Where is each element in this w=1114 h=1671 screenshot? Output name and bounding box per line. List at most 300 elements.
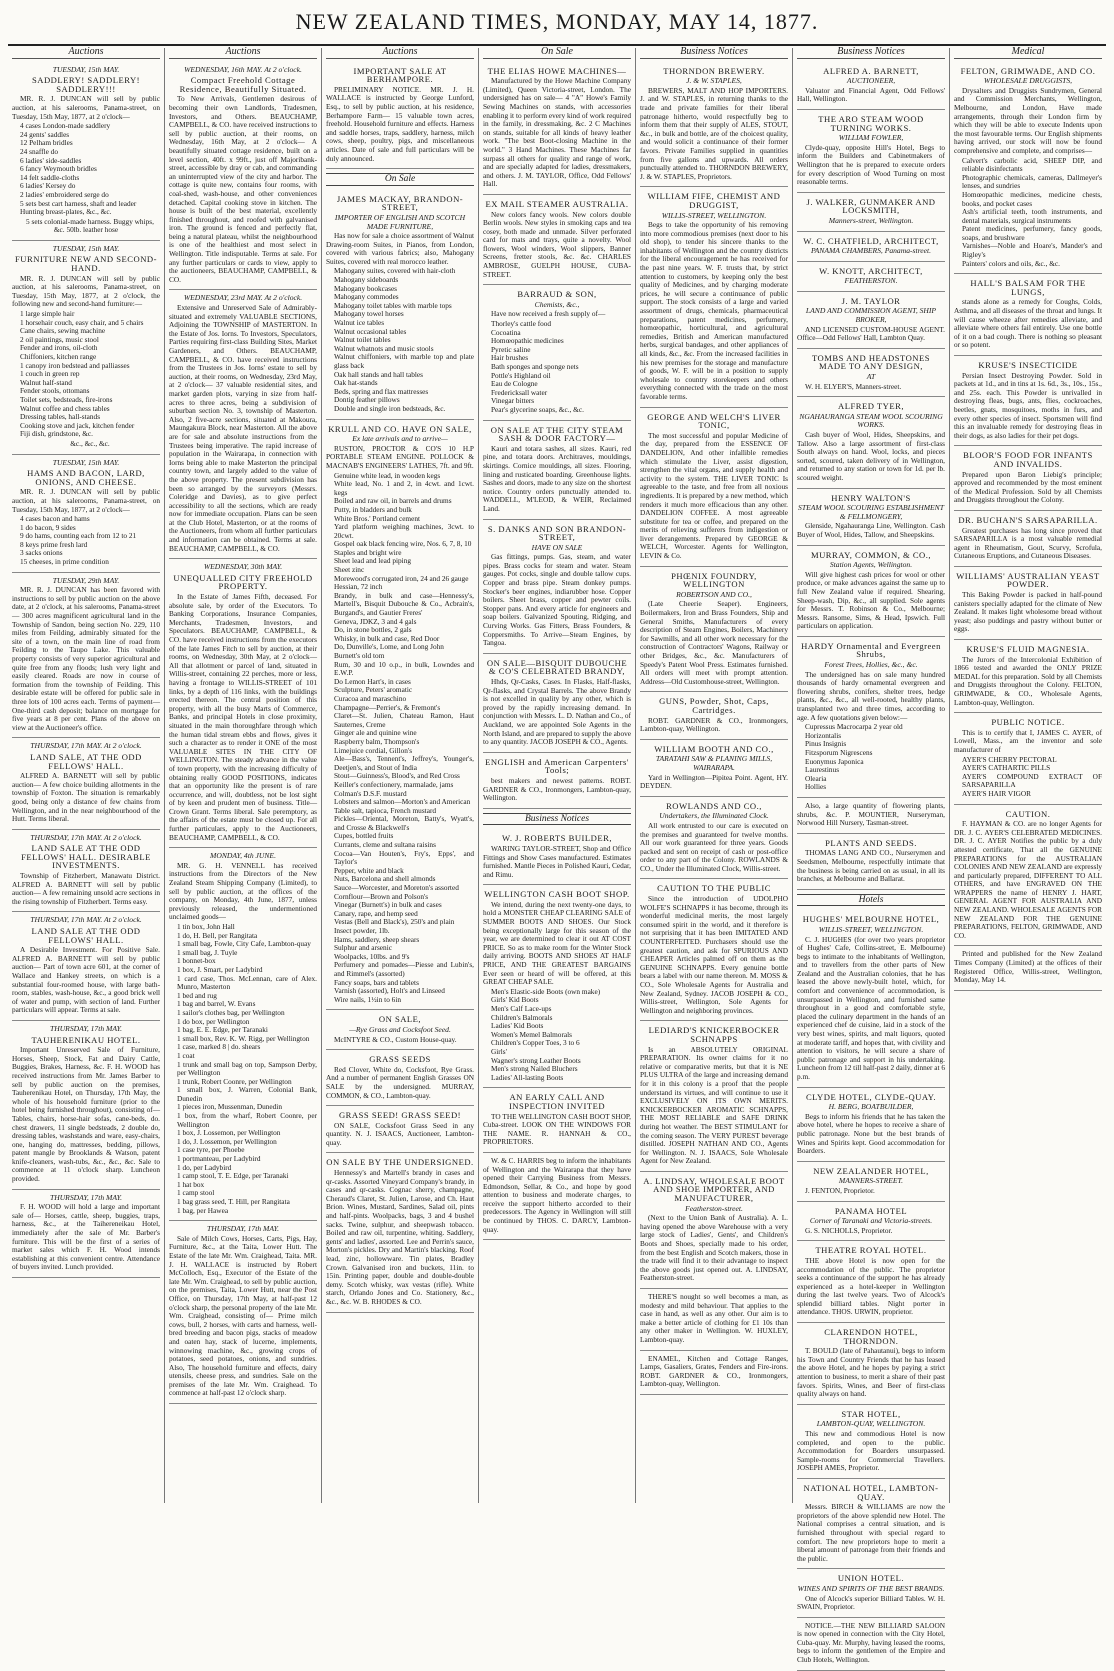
ad-item: 24 snaffle do bbox=[20, 146, 58, 156]
ad-body: PRELIMINARY NOTICE. MR. J. H. WALLACE is instructed by George Lunford, Esq., to sell by public auction, at his residence, Berhampore Farm— 15 valuable town acres, freehold. Household furniture and effects. Harness and saddle horses, traps, saddlery, harness, milch cows, sheep, poultry, pigs, and miscellaneous articles. Date of sale and full particulars will be duly announced. bbox=[326, 84, 474, 163]
ad-item: 1 small box, Rev. K. W. Rigg, per Wellington bbox=[177, 1033, 310, 1043]
ad-item: 1 do, J. Lossemon, per Wellington bbox=[177, 1136, 277, 1146]
ad-item: Hair brushes bbox=[491, 353, 529, 363]
ad-item: 1 canopy iron bedstead and palliasses bbox=[20, 360, 130, 370]
ad-item: 1 couch in green rep bbox=[20, 369, 80, 379]
advertisement bbox=[12, 573, 160, 739]
ad-body: Cash buyer of Wool, Hides, Sheepskins, and Tallow. Also a large assortment of first-class South always on hand. Wool, locks, and pieces sorted, scoured, taken delivery of in Wellington, and returned to any station or town for 1d. per lb. scoured weight. bbox=[797, 430, 945, 482]
ad-date: TUESDAY, 15th MAY. bbox=[52, 64, 120, 74]
column-heading: Auctions bbox=[326, 48, 474, 59]
ad-item: Geneva, JDKZ, 3 and 4 gals bbox=[334, 616, 417, 626]
ad-subtitle: Manners-street, Wellington. bbox=[828, 215, 914, 225]
ad-body: The undersigned has on sale many hundred thousands of hardy ornamental evergreen and flowering shrubs, conifers, shelter trees, hedge plants, &c., &c., all well-rooted, healthy plants, transplanted two and three times, according to age. A few quotations given below:— bbox=[797, 669, 945, 722]
ad-subtitle: FEATHERSTON. bbox=[844, 276, 898, 286]
advertisement bbox=[483, 62, 631, 195]
ad-item: Pinus Insignis bbox=[805, 739, 847, 749]
ad-body: MR. R. J. DUNCAN has been favored with instructions to sell by public auction on the above date, at 2 o'clock, at his salerooms, Panama-street— 300 acres magnificent agricultural land in the Township of Sandon, being section No. 229, 110 miles from Feilding, admirably situated for the site of a town, on the main line of road from Feilding to the Taupo Lake. This valuable property consists of very superior agricultural and quite free from any floods; lush very light and easily cleared. Roads are now in course of formation from the township of Feilding. This desirable estate will be offered for public sale in three lots of 100 acres each. Terms of payment—One-third cash deposit; balance on mortgage for five years at 8 per cent. Plans of the above on view at the Auctioneer's office. bbox=[12, 585, 160, 732]
ad-date: TUESDAY, 15th MAY. bbox=[52, 243, 120, 253]
column-heading: Business Notices bbox=[640, 48, 788, 59]
ad-subtitle: —Rye Grass and Cocksfoot Seed. bbox=[349, 1024, 451, 1034]
ad-title: THEATRE ROYAL HOTEL. bbox=[815, 1245, 927, 1256]
ad-body: Clyde-quay, opposite Hill's Hotel, Begs to inform the Builders and Cabinetmakers of Wellington that he is prepared to execute orders for every description of Wood Turning on most reasonable terms. bbox=[797, 142, 945, 187]
advertisement bbox=[640, 1289, 788, 1351]
ad-item: Dressing tables, hall-stands bbox=[20, 412, 101, 422]
ad-item: Raspberry balm, Thompson's bbox=[334, 736, 420, 746]
ad-item-list bbox=[962, 157, 1102, 269]
ad-item: Fredericksall water bbox=[491, 387, 548, 397]
ad-item: Fender stools, ottomans bbox=[20, 386, 90, 396]
advertisement bbox=[326, 1153, 474, 1312]
ad-body: W. H. ELYER'S, Manners-street. bbox=[805, 381, 902, 391]
ad-item: 1 case, marked 8 | do. shears bbox=[177, 1042, 261, 1052]
ad-item: Mahogany toilet tables with marble tops bbox=[334, 300, 452, 310]
ad-item: Ladies' Kid Boots bbox=[491, 1021, 544, 1031]
ad-title: LAND SALE AT THE ODD FELLOWS' HALL. DESIRABLE INVESTMENTS. bbox=[21, 843, 151, 871]
ad-item: Girls' Kid Boots bbox=[491, 995, 539, 1005]
ad-title: WILLIAMS' AUSTRALIAN YEAST POWDER. bbox=[956, 570, 1100, 590]
advertisement bbox=[483, 195, 631, 285]
advertisement bbox=[483, 520, 631, 654]
ad-title: GUNS, Powder, Shot, Caps, Cartridges. bbox=[659, 696, 769, 715]
ad-body: Persian Insect Destroying Powder. Sold in packets at 1d., and in tins at 1s. 6d., 3s., 10s., 15s., and 25s. each. This Powder is unrivalled in destroying fleas, bugs, ants, flies, cockroaches, beetles, gnats, mosquitoes, moths in furs, and every other species of insect. Sportsmen will find this an invaluable remedy for destroying fleas in their dogs, as also ladies for their pet dogs. bbox=[954, 370, 1102, 440]
ad-item: Morewood's corrugated iron, 24 and 26 gauge bbox=[334, 573, 469, 583]
ad-title: ON SALE AT THE CITY STEAM SASH & DOOR FACTORY— bbox=[490, 424, 624, 444]
ad-item: Ash's artificial teeth, tooth instruments, and dental materials, surgical instruments bbox=[962, 207, 1102, 225]
ad-subtitle: LAND AND COMMISSION AGENT, SHIP BROKER, bbox=[805, 306, 937, 325]
advertisement bbox=[954, 446, 1102, 511]
ad-body: Hhds, Qr-Casks, Cases. In Flasks, Half-flasks, Qr-flasks, and Crystal Barrels. The above Brandy is not excelled in quality by any other, which is proved by the rapidly increasing demand. In conjunction with Messrs. L. D. Nathan and Co., of Auckland, we are appointed Sole Agents in the North Island, and are prepared to supply the above to any quantity. JACOB JOSEPH & CO., Agents. bbox=[483, 677, 631, 747]
advertisement bbox=[797, 1405, 945, 1479]
ad-item: Cornflour—Brown and Polson's bbox=[334, 891, 429, 901]
ad-item: Sheet lead and lead piping bbox=[334, 556, 411, 566]
ad-item: Mahogany towel horses bbox=[334, 309, 404, 319]
column-6 bbox=[793, 46, 950, 1665]
ad-item-list bbox=[334, 267, 474, 413]
ad-item: White Bros.' Portland cement bbox=[334, 513, 421, 523]
ad-body: This is to certify that I, JAMES C. AYER, of Lowell, Mass., am the inventor and sole manufacturer of bbox=[954, 727, 1102, 754]
ad-item: Lobsters and salmon—Morton's and American bbox=[334, 797, 471, 807]
advertisement bbox=[797, 1618, 945, 1671]
ad-title: UNEQUALLED CITY FREEHOLD PROPERTY. bbox=[173, 572, 313, 592]
ad-item: 8 keys prime fresh lard bbox=[20, 539, 88, 549]
ad-title: TOMBS AND HEADSTONES MADE TO ANY DESIGN, bbox=[811, 352, 931, 372]
advertisement bbox=[954, 713, 1102, 804]
ad-item: Girls' bbox=[491, 1046, 507, 1056]
ad-title: KRUSE'S FLUID MAGNESIA. bbox=[966, 644, 1090, 655]
ad-item: AYER'S HAIR VIGOR bbox=[962, 788, 1032, 798]
ad-item: 1 bag, E. E. Edge, per Taranaki bbox=[177, 1025, 268, 1035]
ad-item: Perfumery and pomades—Piesse and Lubin's, and Rimmel's (assorted) bbox=[334, 960, 474, 978]
ad-item: Painters' colors and oils, &c., &c. bbox=[962, 258, 1060, 268]
ad-body: Is an ABSOLUTELY ORIGINAL PREPARATION. Its owner claims for it no relative or comparative merits, but that it is NE PLUS ULTRA of the large and increasing demand for it in this colony is a proof that the people understand its virtues, and will continue to use it EXCLUSIVELY ON ITS OWN MERITS. KNICKERBOCKER AROMATIC SCHNAPPS, THE MOST RELIABLE and SAFE DRINK during hot weather. The BEST STIMULANT for the coming season. The VERY PUREST beverage distilled. JOSEPH NATHAN AND CO., Agents for Wellington. N. J. ISAACS, Sole Wholesale Agent for New Zealand. bbox=[640, 1044, 788, 1166]
ad-item: Pottle's Highland oil bbox=[491, 370, 551, 380]
ad-footer: 5 sets colonial-made harness. Buggy whips, &c. 50lb. leather hose bbox=[26, 216, 154, 235]
ad-body: ON SALE, Cocksfoot Grass Seed in any quantity. N. J. ISAACS, Auctioneer, Lambton-quay. bbox=[326, 1120, 474, 1147]
ad-title: PANAMA HOTEL bbox=[834, 1205, 908, 1216]
ad-item: Stout—Guinness's, Blood's, and Red Cross bbox=[334, 771, 460, 781]
advertisement bbox=[954, 946, 1102, 990]
ad-item: Homœopathic medicines, medicine chests, books, and pocket cases bbox=[962, 189, 1102, 208]
ad-body: Glenside, Ngahauranga Line, Wellington. Cash Buyer of Wool, Hides, Tallow, and Sheepskins. bbox=[797, 521, 945, 539]
ad-item: Champagne—Perrier's, & Fremont's bbox=[334, 702, 441, 712]
advertisement bbox=[954, 805, 1102, 947]
advertisement bbox=[797, 910, 945, 1087]
advertisement bbox=[326, 62, 474, 170]
advertisement bbox=[797, 1162, 945, 1202]
ad-item: Ale—Bass's, Tennent's, Jeffrey's, Younger's, Deetjen's, and Stout of India bbox=[334, 754, 474, 772]
ad-title: A. LINDSAY, WHOLESALE BOOT AND SHOE IMPORTER, AND MANUFACTURER, bbox=[643, 1175, 785, 1204]
advertisement bbox=[326, 1050, 474, 1106]
ad-subtitle: Corner of Taranaki and Victoria-streets. bbox=[809, 1216, 933, 1226]
ad-item: Table salt, tapioca, French mustard bbox=[334, 805, 437, 815]
ad-title: CAUTION TO THE PUBLIC bbox=[657, 883, 771, 894]
ad-item: Whisky, in bulk and case, Red Door bbox=[334, 633, 440, 643]
advertisement bbox=[12, 1021, 160, 1190]
ad-item: 6 ladies' side-saddles bbox=[20, 155, 82, 165]
advertisement bbox=[640, 1021, 788, 1172]
ad-subtitle: AUCTIONEER, bbox=[846, 76, 896, 86]
ad-item: 1 do, per Ladybird bbox=[177, 1162, 232, 1172]
ad-body: F. H. WOOD will hold a large and important sale of— Horses, cattle, sheep, buggies, traps, harness, &c., at the Taihereneikau Hotel, immediately after the sale of Mr. Barber's furniture. This will be the first of a series of market sales which F. H. Wood intends establishing at this convenient centre. Attendance of buyers invited. Lunch provided. bbox=[12, 1202, 160, 1272]
ad-subtitle: PANAMA CHAMBERS, Panama-street. bbox=[810, 246, 932, 256]
ad-item: 1 bag and barrel, W. Evans bbox=[177, 999, 256, 1009]
ad-item: Mahogany suites, covered with hair-cloth bbox=[334, 266, 456, 276]
ad-item: Limejuice cordial, Gillon's bbox=[334, 745, 413, 755]
ad-title: EX MAIL STEAMER AUSTRALIA. bbox=[485, 198, 629, 209]
ad-subtitle: AT bbox=[866, 372, 876, 382]
ad-title: S. DANKS AND SON BRANDON-STREET, bbox=[487, 523, 627, 543]
ad-title: Compact Freehold Cottage Residence, Beautifully Situated. bbox=[179, 75, 307, 94]
ad-item: Calvert's carbolic acid, SHEEP DIP, and reliable disinfectants bbox=[962, 155, 1102, 174]
ad-subtitle: Chemists, &c., bbox=[534, 299, 580, 309]
advertisement bbox=[483, 285, 631, 420]
ad-item: 6 ladies' Kersey do bbox=[20, 181, 76, 191]
ad-item: Do, in stone bottles, 2 gals bbox=[334, 625, 412, 635]
ad-body: Messrs. BIRCH & WILLIAMS are now the proprietors of the above splendid new Hotel. The National comprises a central situation, and is furnished throughout with special regard to comfort. The new proprietors hope to merit a liberal amount of patronage from their friends and the public. bbox=[797, 1502, 945, 1563]
advertisement bbox=[169, 559, 317, 848]
ad-body: The most successful and popular Medicine of the day, prepared from the ESSENCE OF DANDELION, And other infallible remedies which stimulate the Liver, assist digestion, strengthen the vital organs, and supply health and activity to the system. THE LIVER TONIC Is agreeable to the taste, and free from all noxious ingredients. It is prepared by a new method, which renders it much more efficacious than any other. DANDELION COFFEE. A most agreeable substitute for tea or coffee, and prepared on the merits of relieving sufferers from indigestion or liver derangements. Prepared by GEORGE & WELCH, Worcester. Agents for Wellington, LEVIN & Co. bbox=[640, 430, 788, 561]
ad-title: GEORGE AND WELCH'S LIVER TONIC, bbox=[647, 411, 781, 431]
ad-title: ON SALE BY THE UNDERSIGNED. bbox=[326, 1157, 474, 1168]
ad-date: WEDNESDAY, 16th MAY. At 2 o'clock. bbox=[184, 64, 302, 74]
ad-item: Mahogany sideboards bbox=[334, 275, 399, 285]
ad-body: stands alone as a remedy for Coughs, Colds, Asthma, and all diseases of the throat and lungs. It will cause wheeze after remedies alleviate, and alleviate where others fail entirely. Use one bottle of it on a bad cough. There is nothing so pleasant or so potent. bbox=[954, 297, 1102, 350]
advertisement bbox=[169, 290, 317, 559]
ad-item: Walnut coffee and chess tables bbox=[20, 403, 110, 413]
ad-title: ALFRED TYER, bbox=[837, 401, 904, 412]
ad-title: W. C. CHATFIELD, ARCHITECT, bbox=[803, 235, 939, 246]
ad-item: Boiled and raw oil, in barrels and drums bbox=[334, 496, 452, 506]
ad-title: SADDLERY! SADDLERY! SADDLERY!!! bbox=[31, 75, 141, 94]
advertisement bbox=[640, 1172, 788, 1289]
advertisement bbox=[640, 567, 788, 693]
ad-body: MR. R. J. DUNCAN will sell by public auction, at his salerooms, Panama-street, on Tuesday, 15th May, 1877, at 2 o'clock— bbox=[12, 487, 160, 514]
ad-item: AYER'S COMPOUND EXTRACT OF SARSAPARILLA bbox=[962, 771, 1102, 790]
ad-item: 1 small bag, Fowle, City Cafe, Lambton-quay bbox=[177, 939, 311, 949]
ad-date: WEDNESDAY, 23rd MAY. At 2 o'clock. bbox=[183, 293, 303, 303]
advertisement bbox=[640, 187, 788, 407]
ad-item: Brandy, in bulk and case—Hennessy's, Martell's, Bisquit Dubouche & Co., Acbrain's, Burgand's, and Gautier Freres' bbox=[334, 590, 474, 618]
ad-body: Red Clover, White do, Cocksfoot, Rye Grass. And a number of permanent English Grasses ON SALE by the undersigned. MURRAY, COMMON, & CO., Lambton-quay. bbox=[326, 1064, 474, 1100]
ad-item: Cane chairs, sewing machine bbox=[20, 326, 106, 336]
ad-body: ROBT. GARDNER & CO., Ironmongers, Lambton-quay, Wellington. bbox=[640, 715, 788, 734]
ad-item: Vinegar bitters bbox=[491, 396, 535, 406]
advertisement bbox=[640, 408, 788, 567]
ad-item: Cupes, bottled fruits bbox=[334, 831, 394, 841]
ad-item: Nuts, Barcelona and shell almonds bbox=[334, 874, 436, 884]
ad-item: Varnish (assorted), Holt's and Linseed bbox=[334, 986, 445, 996]
column-4 bbox=[479, 48, 636, 1503]
ad-body: (Next to the Union Bank of Australia). A. L. having opened the above Warehouse with a very large stock of Ladies', Gents', and Children's Boots and Shoes, specially made to his order, from the best English and Scotch makers, those in the trade will find it to their advantage to inspect the above goods just opened out. A. LINDSAY, Featherston-street. bbox=[640, 1213, 788, 1283]
ad-title: LAND SALE AT THE ODD FELLOWS' HALL. bbox=[31, 926, 141, 945]
ad-body: Sale of Milch Cows, Horses, Carts, Pigs, Hay, Furniture, &c., at the Taita, Lower Hutt. The Estate of the late Mr. Wm. Craighead, Taita. MR. J. H. WALLACE is instructed by Robert McColloch, Esq., Executor of the Estate of the late Mr. Wm. Craighead, to sell by public auction, on the premises, Taita, Lower Hutt, near the Post Office, on Thursday, 17th May, at half-past 12 o'clock sharp, the personal property of the late Mr. Wm. Craighead, consisting of— Prime milch cows, bull, 2 horses, with carts and harness, well-bred breeding and bacon pigs, stacks of meadow and oaten hay, stack of lucerne, implements, winnowing machine, &c., growing crops of potatoes, seed potatoes, onions, and sundries. Also, The household furniture and effects, dairy utensils, cheese press, and sundries. Sale on the premises of the late Mr. Wm. Craighead. To commence at half-past 12 o'clock sharp. bbox=[169, 1233, 317, 1398]
ad-item: Gospel oak black fencing wire, Nos. 6, 7, 8, 10 bbox=[334, 539, 472, 549]
advertisement bbox=[640, 740, 788, 797]
ad-title: HENRY WALTON'S bbox=[831, 492, 911, 503]
ad-item: Pepper, white and black bbox=[334, 865, 404, 875]
ad-subtitle: Ex late arrivals and to arrive— bbox=[352, 434, 448, 444]
ad-item: Curacoa and maraschino bbox=[334, 693, 407, 703]
ad-body: Drysalters and Druggists Sundrymen, General and Commission Merchants, Wellington, Melbourne, and London, Have made arrangements, through their London firm by which they will be able to execute Indents upon the most favourable terms. Our English shipments having arrived, our stock will now be found comprehensive and complete, and comprises— bbox=[954, 85, 1102, 155]
ad-title: THE ARO STEAM WOOD TURNING WORKS. bbox=[818, 113, 924, 133]
ad-item: Walnut occasional tables bbox=[334, 326, 407, 336]
ad-item: Burnett's old tom bbox=[334, 651, 385, 660]
ad-item-list bbox=[334, 472, 474, 1005]
ad-body: Has now for sale a choice assortment of Walnut Drawing-room Suites, in Pianos, from London, covered with various fabrics; also, Mahogany Suites, covered with real morocco leather. bbox=[326, 231, 474, 266]
advertisement bbox=[640, 879, 788, 1021]
advertisement bbox=[12, 241, 160, 455]
advertisement bbox=[954, 62, 1102, 275]
ad-title: ON SALE, bbox=[378, 1014, 422, 1025]
ad-subtitle: WILLIS-STREET, WELLINGTON. bbox=[661, 210, 767, 220]
ad-item: Do Lemon Hart's, in cases bbox=[334, 676, 411, 686]
column-1 bbox=[8, 48, 165, 1503]
advertisement bbox=[797, 1088, 945, 1162]
ad-item: Hollies bbox=[805, 782, 827, 792]
advertisement bbox=[326, 1010, 474, 1050]
ad-item: 14 felt saddle-cloths bbox=[20, 172, 80, 182]
ad-item: 1 portmanteau, per Ladybird bbox=[177, 1154, 261, 1164]
ad-item: 12 Pelham bridles bbox=[20, 138, 73, 148]
advertisement bbox=[326, 1106, 474, 1153]
ad-item: Cooking stove and jack, kitchen fender bbox=[20, 420, 135, 430]
advertisement bbox=[483, 421, 631, 520]
ad-title: BLOOR'S FOOD FOR INFANTS AND INVALIDS. bbox=[963, 450, 1093, 469]
ad-item: Homœopathic medicines bbox=[491, 336, 564, 346]
ad-item: Ladies' All-lasting Boots bbox=[491, 1072, 564, 1082]
ad-body: (Late Cheerie Seaper). Engineers, Boilermakers, Iron and Brass Founders, Ship and General Smiths, Manufacturers of every description of Steam Engines, Boilers, Machinery for Sawmills, and all other work necessary for the construction of Contractors' Wagons, Railway or other Bridges, &c., &c. Manufacturers of Speedy's Patent Wool Press. Estimates furnished. All orders will meet with prompt attention. Address—Old Customhouse-street, Wellington. bbox=[640, 599, 788, 686]
ad-body: Yard in Wellington—Pipitea Point. Agent, HY. DEYDEN. bbox=[640, 772, 788, 791]
ad-subtitle: Featherston-street. bbox=[685, 1203, 743, 1213]
ad-item: 1 sailor's clothes bag, per Wellington bbox=[177, 1007, 285, 1017]
advertisement bbox=[326, 420, 474, 1011]
ad-body: All work entrusted to our care is executed on the premises and guaranteed for twelve months. All our work guaranteed for three years. Goods packed and sent on receipt of cash or post-office order to any part of the Colony. ROWLANDS & CO., Under the Illuminated Clock, Willis-street. bbox=[640, 820, 788, 873]
ad-item: Cupressus Macrocarpa 2 year old bbox=[805, 722, 903, 732]
ad-item: 1 trunk and small bag on top, Sampson Derby, per Wellington bbox=[177, 1059, 317, 1078]
ad-subtitle: LAMBTON-QUAY, WELLINGTON. bbox=[816, 1419, 926, 1429]
ad-item-list bbox=[491, 320, 631, 415]
section-heading-business: Business Notices bbox=[483, 813, 631, 826]
ad-item: Vinegar (Burnett's) in bulk and cases bbox=[334, 900, 442, 910]
advertisement bbox=[640, 692, 788, 739]
ad-item: 1 bag, per Hawea bbox=[177, 1205, 229, 1215]
ad-title: DR. BUCHAN'S SARSAPARILLA. bbox=[958, 514, 1098, 525]
ad-item: Varnishes—Noble and Hoare's, Mander's and Rigley's bbox=[962, 241, 1102, 260]
advertisement bbox=[797, 397, 945, 488]
ad-subtitle: STEAM WOOL SCOURING ESTABLISHMENT & FELLMONGERY, bbox=[798, 503, 944, 521]
ad-title: LEDIARD'S KNICKERBOCKER SCHNAPPS bbox=[648, 1025, 780, 1044]
column-2 bbox=[165, 48, 322, 1503]
column-heading: Medical bbox=[954, 48, 1102, 59]
ad-item: Canary, rape, and hemp seed bbox=[334, 908, 418, 918]
advertisement bbox=[797, 110, 945, 193]
ad-item: Wire nails, 1½in to 6in bbox=[334, 994, 401, 1004]
ad-item: 1 horsehair couch, easy chair, and 5 chairs bbox=[20, 317, 144, 327]
ad-body: Prepared upon Baron Liebig's principle; approved and recommended by the most eminent of the Medical Profession. Sold by all Chemists and Druggists throughout the Colony. bbox=[954, 469, 1102, 505]
ad-title: FELTON, GRIMWADE, AND CO. bbox=[960, 65, 1096, 76]
ad-item: Pear's glycerine soaps, &c., &c. bbox=[491, 404, 584, 414]
ad-body: MR. G. H. VENNELL has received instructions from the Directors of the New Zealand Steam Shipping Company (Limited), to sell by public auction, at the offices of the company, on Monday, 4th June, 1877, unless previously released, the undermentioned unclaimed goods— bbox=[169, 860, 317, 922]
ad-item: 1 card case, Thos. McLennan, care of Alex. Munro, Masterton bbox=[177, 973, 317, 992]
ad-body: Will give highest cash prices for wool or other produce, or make advances against the same up to full New Zealand value if required. Shearing, Sheep-wash, Dip, &c., all supplied. Sole agents for Messrs. T. Robinson & Co., Melbourne; Messrs. Ransome, Sims, & Head, Ipswich. Full particulars on application. bbox=[797, 569, 945, 631]
ad-item: Bath sponges and sponge nets bbox=[491, 362, 579, 371]
ad-item: AYER'S CATHARTIC PILLS bbox=[962, 763, 1051, 773]
column-heading: Auctions bbox=[169, 48, 317, 59]
ad-body: Greatest purchases has long since proved that SARSAPARILLA is a most valuable remedial agent in Rheumatism, Gout, Scurvy, Scrofula, Cutaneous Eruptions, and Cutaneous Diseases. bbox=[954, 525, 1102, 561]
advertisement bbox=[797, 834, 945, 890]
ad-item: Insect powder, 1lb. bbox=[334, 926, 390, 935]
advertisement bbox=[169, 1221, 317, 1404]
ad-item: Mahogany bookcases bbox=[334, 283, 398, 293]
ad-item: Children's Balmorals bbox=[491, 1012, 553, 1022]
ad-item: 1 box, J. Smart, per Ladybird bbox=[177, 964, 263, 974]
ad-item: 2 ladies' embroidered serge do bbox=[20, 189, 109, 199]
ad-title: WILLIAM FIFE, CHEMIST AND DRUGGIST, bbox=[647, 191, 781, 210]
ad-body: F. HAYMAN & CO. are no longer Agents for DR. J. C. AYER'S CELEBRATED MEDICINES. DR. J. C. AYER Notifies the public by a duly attested certificate, That all the GENUINE PREPARATIONS for the AUSTRALIAN COLONIES AND NEW ZEALAND are expressly and particularly prepared, DIFFERENT TO ALL OTHERS, and have ENGRAVED ON THE WRAPPERS the name of HENRY J. HART, GENERAL AGENT FOR AUSTRALIA AND NEW ZEALAND. WHOLESALE AGENTS FOR NEW ZEALAND FOR THE GENUINE PREPARATIONS, FELTON, GRIMWADE, AND CO. bbox=[954, 819, 1103, 940]
advertisement bbox=[797, 232, 945, 262]
ad-body: AND LICENSED CUSTOM-HOUSE AGENT. Office—Odd Fellows' Hall, Lambton Quay. bbox=[797, 324, 945, 343]
ad-item: Hessian, 72 inch bbox=[334, 582, 383, 592]
ad-body: Printed and published for the New Zealand Times Company (Limited) at the offices of their Registered Office, Willis-street, Wellington, Monday, May 14. bbox=[954, 949, 1102, 985]
ad-date: THURSDAY, 17th MAY. At 2 o'clock. bbox=[30, 741, 142, 751]
ad-item: Rum, 30 and 10 o.p., in bulk, Lowndes and E.W.P. bbox=[334, 659, 474, 678]
ad-item: Walnut ice tables bbox=[334, 318, 385, 328]
masthead bbox=[0, 0, 1114, 44]
ad-subtitle: IMPORTER OF ENGLISH AND SCOTCH MADE FURNITURE, bbox=[334, 212, 466, 231]
ad-item: Mahogany commodes bbox=[334, 292, 399, 302]
newspaper-title: NEW ZEALAND TIMES, MONDAY, MAY 14, 1877. bbox=[295, 9, 819, 34]
ad-item: 2 oil paintings, music stool bbox=[20, 334, 99, 344]
ad-title: LAND SALE, AT THE ODD FELLOWS' HALL. bbox=[30, 751, 142, 771]
ad-item: Children's Copper Toes, 3 to 6 bbox=[491, 1038, 580, 1048]
ad-body: ALFRED A. BARNETT will sell by public auction— A few choice building allotments in the township of Foxton. The situation is remarkably good, being only a distance of few chains from Wellington, and in the near neighbourhood of the Hutt. Terms liberal. bbox=[12, 771, 160, 824]
section-heading-onsale: On Sale bbox=[326, 173, 474, 186]
ad-body: The Jurors of the Intercolonial Exhibition of 1866 tested and awarded the ONLY PRIZE MEDAL for this preparation. Sold by all Chemists and Druggists throughout the Colony. FELTON, GRIMWADE, & CO., Wholesale Agents, Lambton-quay, Wellington. bbox=[954, 654, 1102, 707]
ad-subtitle: J. & W. STAPLES, bbox=[686, 76, 742, 86]
ad-body: MR. R. J. DUNCAN will sell by public auction, at his salerooms, Panama-street, on Tuesday, 15th May, 1877, at 2 o'clock, the following new and second-hand furniture:— bbox=[12, 273, 160, 309]
ad-item: Keiller's confectionery, marmalade, jams bbox=[334, 779, 454, 789]
ad-item: White lead, No. 1 and 2, in 4cwt. and 1cwt. kegs bbox=[334, 479, 474, 497]
advertisement bbox=[483, 1153, 631, 1240]
ad-title: MURRAY, COMMON, & CO., bbox=[810, 549, 932, 560]
ad-body: This new and commodious Hotel is now completed, and open to the public. Accommodation for Boarders unsurpassed. Sample-rooms for Commercial Travellers. JOSEPH AMES, Proprietor. bbox=[797, 1429, 945, 1473]
ad-item: Ginger ale and quinine wine bbox=[334, 728, 417, 738]
ad-title: KRULL AND CO. HAVE ON SALE, bbox=[328, 423, 472, 434]
ad-date: WEDNESDAY, 30th MAY. bbox=[203, 562, 283, 572]
ad-title: PUBLIC NOTICE. bbox=[991, 717, 1065, 728]
ad-body: best makers and newest patterns. ROBT. GARDNER & CO., Ironmongers, Lambton-quay, Wellington. bbox=[483, 775, 631, 803]
ad-item: Women's Memel Balmorals bbox=[491, 1029, 572, 1039]
ad-item: 1 coat bbox=[177, 1050, 195, 1060]
advertisement bbox=[954, 511, 1102, 567]
advertisement bbox=[797, 489, 945, 546]
ad-subtitle: Undertakers, the Illuminated Clock. bbox=[659, 811, 769, 821]
ad-body: THE above Hotel is now open for the accommodation of the public. The proprietor seeks a continuance of the support he has already experienced as a hotel-keeper in Wellington during the last twelve years. Two of Alcock's splendid billiard tables. Night porter in attendance. THOS. URWIN, proprietor. bbox=[797, 1255, 945, 1317]
advertisement bbox=[797, 1569, 945, 1617]
advertisement bbox=[797, 262, 945, 292]
ad-title: BARRAUD & SON, bbox=[517, 289, 597, 300]
ad-body: WARING TAYLOR-STREET, Shop and Office Fittings and Show Cases manufactured. Estimates furnished. Mantle Pieces in Polished Kauri, Cedar, and Rimu. bbox=[483, 843, 631, 879]
ad-item: Wagner's strong Leather Boots bbox=[491, 1055, 581, 1065]
ad-title: GRASS SEED! GRASS SEED! bbox=[338, 1110, 462, 1121]
ad-title: THE ELIAS HOWE MACHINES— bbox=[487, 65, 627, 76]
ad-body: McINTYRE & CO., Custom House-quay. bbox=[334, 1034, 457, 1044]
advertisement bbox=[640, 797, 788, 880]
ad-item: Men's Elastic-side Boots (own make) bbox=[491, 986, 601, 996]
advertisement bbox=[12, 455, 160, 573]
ad-item: Walnut half-stand bbox=[20, 377, 72, 387]
advertisement bbox=[797, 546, 945, 637]
ad-body: Township of Fitzherbert, Manawatu District. ALFRED A. BARNETT will sell by public auction— A few remaining unsold acre sections in the rising township of Fitzherbert. Terms easy. bbox=[12, 871, 160, 906]
ad-body: Have now received a fresh supply of— bbox=[491, 309, 606, 319]
ad-item: Thorley's cattle food bbox=[491, 319, 552, 329]
ad-subtitle: Forest Trees, Hollies, &c., &c. bbox=[824, 660, 918, 670]
ad-item: Fitzsporum Nigrescens bbox=[805, 748, 873, 757]
ad-item: 4 cases bacon and hams bbox=[20, 514, 90, 524]
ad-title: ALFRED A. BARNETT, bbox=[823, 65, 919, 76]
ad-body: Manufactured by the Howe Machine Company (Limited), Queen Victoria-street, London. The undersigned has on sale— 4 "A" Howe's Family Sewing Machines on stands, with accessories enabling it to perform every kind of work required in the family, in dressmaking, &c. 2 C Machines on stands, suitable for all kinds of heavy leather work. "The best Boot-closing Machine in the world." 3 Hand Machines. These Machines far surpass all others for quality and range of work, and are specially adapted for ladies, dressmakers, and others. J. M. TAYLOR, Office, Odd Fellows' Hall. bbox=[483, 76, 631, 189]
ad-item: Men's strong Nailed Bluchers bbox=[491, 1064, 578, 1074]
ad-item: Hams, saddlery, sheep shears bbox=[334, 934, 420, 944]
ad-body: MR. R. J. DUNCAN will sell by public auction, at his salerooms, Panama-street, on Tuesday, 15th May, 1877, at 2 o'clock— bbox=[12, 94, 160, 121]
ad-item: 1 do bacon, 9 sides bbox=[20, 522, 76, 532]
advertisement bbox=[640, 62, 788, 188]
ad-item: Fancy soaps, bars and tablets bbox=[334, 977, 419, 987]
ad-body: This Baking Powder is packed in half-pound canisters specially adapted for the climate of New Zealand. It makes light wholesome bread without yeast; also puddings and pastry without butter or eggs. bbox=[954, 590, 1102, 634]
ad-subtitle: WHOLESALE DRUGGISTS, bbox=[983, 76, 1073, 86]
ad-item: Fiji dish, grindstone, &c. bbox=[20, 429, 93, 439]
ad-item: 1 tin box, John Hall bbox=[177, 922, 235, 931]
ad-body: RUSTON, PROCTOR & CO'S 10 H.P PORTABLE STEAM ENGINE. POLLOCK & MACNAB'S ENGINEERS' LATHES, 7ft. and 9ft. bbox=[326, 443, 474, 470]
ad-body: T. BOULD (late of Pahautanui), begs to inform his Town and Country Friends that he has leased the above Hotel, and he hopes by paying a strict attention to business, to merit a share of their past favors. Spirits, Wines, and Beer of first-class quality always on hand. bbox=[797, 1346, 945, 1399]
ad-body: Since the introduction of UDOLPHO WOLFE'S SCHNAPPS it has become, through its wonderful medicinal merits, the most largely consumed spirit in the world, and it therefore is not surprising that it has been IMITATED AND COUNTERFEITED. Purchasers should use the greatest caution, and ask for SPURIOUS AND CHEAPER Articles palmed off on them as the GENUINE SCHNAPPS. Every genuine bottle bears a label with our name thereon. M. MOSS & CO., Sole Wholesale Agents for Australia and New Zealand, Sydney. JACOB JOSEPH & CO., Willis-street, Wellington, Sole Agents for Wellington and neighboring provinces. bbox=[640, 894, 788, 1015]
ad-title: KRUSE'S INSECTICIDE bbox=[978, 360, 1078, 370]
advertisement bbox=[797, 1241, 945, 1323]
ad-body: C. J. HUGHES (for over two years proprietor of Hughes' Cafe, Collins-street, E. Melbourne) begs to intimate to the inhabitants of Wellington, and to travellers from the other parts of New Zealand and the Australian colonies, that he has leased the above newly-built hotel, which, for comfort and convenience of accommodation, is unsurpassed in Wellington, and furnished same throughout in a good and comfortable style, placed the culinary department in the hands of an experienced chef de cuisine, laid in a stock of the very best wines, spirits, and malt liquors, quoted at moderate tariff, and hopes that, with civility and attention to visitors, he will secure a share of public patronage and support in his undertaking. Luncheon from 12 till half-past 2 daily, dinner at 6 p.m. bbox=[797, 934, 945, 1081]
ad-item: 15 cheeses, in prime condition bbox=[20, 557, 109, 567]
ad-body: We intend, during the next twenty-one days, to hold a MONSTER CHEAP CLEARING SALE of SUMMER BOOTS AND SHOES. Our Stock being exceptionally large for this season of the year, we are determined to clear it out AT COST PRICE. So as to make room for the Winter Stock daily arriving. BOOTS AND SHOES AT HALF PRICE, AND THE GREATEST BARGAINS Ever seen or heard of will be offered, at this GREAT CHEAP SALE. bbox=[483, 899, 631, 987]
ad-item-list bbox=[20, 122, 160, 217]
ad-item: 1 bonnet-box bbox=[177, 956, 216, 966]
ad-date: TUESDAY, 29th MAY. bbox=[52, 575, 120, 585]
ad-body: Extensive and Unreserved Sale of Admirably-situated and extremely VALUABLE SECTIONS, Adjoining the TOWNSHIP of MASTERTON. In the Estate of Jos. Iorns. To Investors, Speculators, Parties requiring first-class Building Sites, Market Gardeners, and Others. BEAUCHAMP, CAMPBELL, & CO. have received instructions from the Trustees in Jos. Iorns' estate to sell by auction, at their rooms, on Wednesday, 23rd May, at 2 o'clock— 37 valuable residential sites, and market garden plots, varying in size from half-acres to three acres, being a subdivision of suburban section No. 3, township of Masterton. Also, 2 five-acre sections, situated at Makoura, Maungakura Block, near Masterton. All the above are for sale and absolute instructions from the Trustees being imperative. The rapid increase of population in the Wairarapa, in connection with Iorns being able to make Masterton the principal country town, and largely added to the value of the above property. The present subdivision has been so arranged by the surveyors (Messrs. Coleridge and Davies), as to give perfect accessibility to all the sections, which are ready now for immediate occupation. Plans can be seen at the Club Hotel, Masterton, or at the rooms of the Auctioneers, from whom all further particulars and information can be obtained. Terms at sale. BEAUCHAMP, CAMPBELL, & CO. bbox=[169, 303, 317, 553]
ad-item: 4 cases London-made saddlery bbox=[20, 121, 111, 131]
ad-item: Oak hall stands and hall tables bbox=[334, 369, 423, 379]
advertisement bbox=[797, 637, 945, 798]
column-heading: Auctions bbox=[12, 48, 160, 59]
ad-subtitle: Station Agents, Wellington. bbox=[829, 560, 913, 570]
ad-subtitle: NGAHAURANGA STEAM WOOL SCOURING WORKS. bbox=[799, 411, 943, 430]
